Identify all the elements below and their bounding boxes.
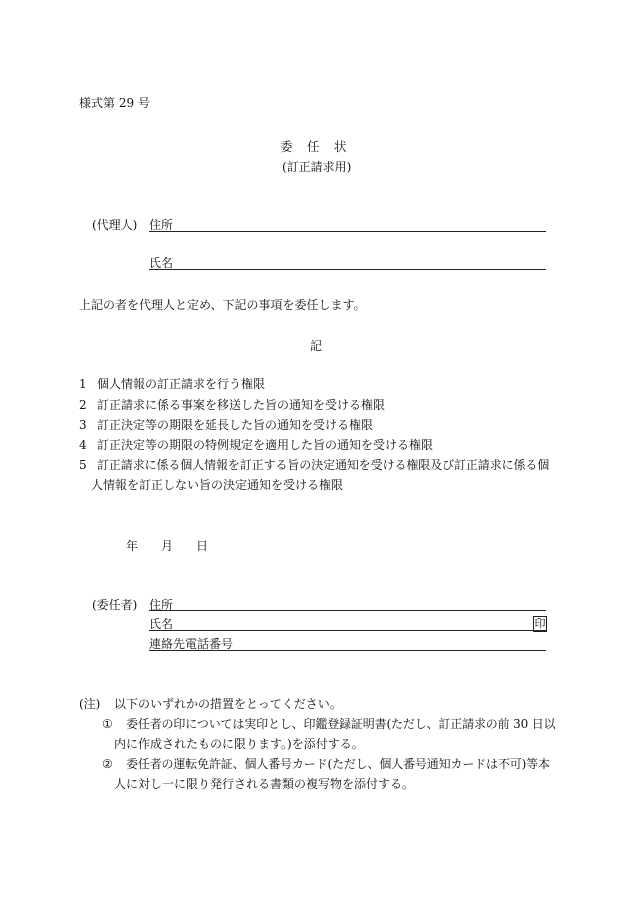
agent-address-line[interactable] xyxy=(149,231,546,232)
document-subtitle: (訂正請求用) xyxy=(282,160,352,174)
item-4-num: 4 xyxy=(79,438,87,452)
agent-name-label: 氏名 xyxy=(149,256,174,270)
note-1-mark: ① xyxy=(102,717,113,731)
ki-heading: 記 xyxy=(310,339,323,353)
agent-address-label: 住所 xyxy=(149,218,174,232)
delegation-statement: 上記の者を代理人と定め、下記の事項を委任します。 xyxy=(79,298,366,312)
note-intro: 以下のいずれかの措置をとってください。 xyxy=(114,697,342,711)
seal-box: 印 xyxy=(534,617,546,630)
note-label: (注) xyxy=(79,697,101,711)
note-1-line2: 内に作成されたものに限ります。)を添付する。 xyxy=(114,737,364,751)
agent-label: (代理人) xyxy=(92,218,138,232)
item-3-num: 3 xyxy=(79,418,87,432)
agent-name-line[interactable] xyxy=(149,269,546,270)
principal-address-label: 住所 xyxy=(149,598,174,612)
item-5-text-cont: 人情報を訂正しない旨の決定通知を受ける権限 xyxy=(91,478,344,492)
item-5-num: 5 xyxy=(79,458,87,472)
item-1-text: 個人情報の訂正請求を行う権限 xyxy=(97,377,266,391)
principal-phone-line[interactable] xyxy=(149,650,546,651)
note-2-line1: 委任者の運転免許証、個人番号カード(ただし、個人番号通知カードは不可)等本 xyxy=(126,757,550,771)
document-title: 委 任 状 xyxy=(280,139,348,154)
note-1-line1: 委任者の印については実印とし、印鑑登録証明書(ただし、訂正請求の前 30 日以 xyxy=(126,717,556,731)
form-number: 様式第 29 号 xyxy=(79,96,150,110)
date-month: 月 xyxy=(161,539,174,553)
principal-label: (委任者) xyxy=(92,598,138,612)
note-2-mark: ② xyxy=(102,757,113,771)
item-2-num: 2 xyxy=(79,398,87,412)
principal-address-line[interactable] xyxy=(149,610,546,611)
note-2-line2: 人に対し一に限り発行される書類の複写物を添付する。 xyxy=(114,777,415,791)
principal-name-label: 氏名 xyxy=(149,617,174,631)
date-year: 年 xyxy=(126,539,139,553)
item-4-text: 訂正決定等の期限の特例規定を適用した旨の通知を受ける権限 xyxy=(97,438,434,452)
principal-phone-label: 連絡先電話番号 xyxy=(149,637,234,651)
item-2-text: 訂正請求に係る事案を移送した旨の通知を受ける権限 xyxy=(97,398,386,412)
date-day: 日 xyxy=(196,539,209,553)
item-1-num: 1 xyxy=(79,377,87,391)
item-5-text: 訂正請求に係る個人情報を訂正する旨の決定通知を受ける権限及び訂正請求に係る個 xyxy=(97,458,550,472)
item-3-text: 訂正決定等の期限を延長した旨の通知を受ける権限 xyxy=(97,418,374,432)
principal-name-line[interactable] xyxy=(149,630,546,631)
